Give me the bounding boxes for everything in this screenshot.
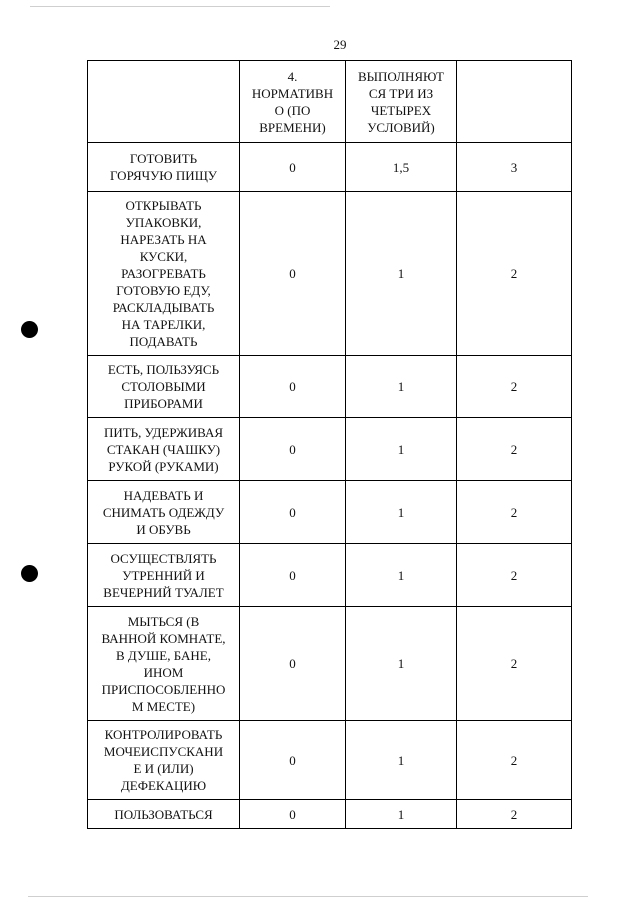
row-value: 1 [346, 356, 457, 418]
bottom-scan-rule [28, 896, 588, 897]
row-label: ОСУЩЕСТВЛЯТЬ УТРЕННИЙ И ВЕЧЕРНИЙ ТУАЛЕТ [88, 544, 240, 607]
punch-hole-bottom [21, 565, 38, 582]
row-value: 0 [240, 721, 346, 800]
assessment-table [87, 60, 572, 829]
table-row [88, 721, 572, 800]
header-cell-conditions: ВЫПОЛНЯЮТ СЯ ТРИ ИЗ ЧЕТЫРЕХ УСЛОВИЙ) [346, 61, 457, 143]
row-value: 0 [240, 607, 346, 721]
row-value: 0 [240, 800, 346, 829]
row-label: ПИТЬ, УДЕРЖИВАЯ СТАКАН (ЧАШКУ) РУКОЙ (РУКАМИ) [88, 418, 240, 481]
page-number: 29 [333, 37, 347, 52]
row-value: 1 [346, 481, 457, 544]
row-value: 1 [346, 721, 457, 800]
row-value: 1,5 [346, 143, 457, 192]
row-value: 0 [240, 356, 346, 418]
row-value: 2 [457, 481, 572, 544]
header-cell-activity [88, 61, 240, 143]
row-value: 2 [457, 192, 572, 356]
table-row [88, 192, 572, 356]
row-label: МЫТЬСЯ (В ВАННОЙ КОМНАТЕ, В ДУШЕ, БАНЕ, ИНОМ ПРИСПОСОБЛЕННО М МЕСТЕ) [88, 607, 240, 721]
table-row [88, 800, 572, 829]
punch-hole-top [21, 321, 38, 338]
row-value: 0 [240, 418, 346, 481]
table-row [88, 418, 572, 481]
table-row [88, 143, 572, 192]
row-label: КОНТРОЛИРОВАТЬ МОЧЕИСПУСКАНИ Е И (ИЛИ) ДЕФЕКАЦИЮ [88, 721, 240, 800]
row-value: 2 [457, 544, 572, 607]
top-scan-rule [30, 6, 330, 7]
row-value: 1 [346, 544, 457, 607]
row-value: 0 [240, 481, 346, 544]
header-cell-normative: 4. НОРМАТИВН О (ПО ВРЕМЕНИ) [240, 61, 346, 143]
table-row [88, 544, 572, 607]
row-value: 1 [346, 800, 457, 829]
table-header-row [88, 61, 572, 143]
row-value: 0 [240, 143, 346, 192]
row-label: ГОТОВИТЬ ГОРЯЧУЮ ПИЩУ [88, 143, 240, 192]
row-value: 0 [240, 544, 346, 607]
row-value: 0 [240, 192, 346, 356]
row-label: ОТКРЫВАТЬ УПАКОВКИ, НАРЕЗАТЬ НА КУСКИ, РАЗОГРЕВАТЬ ГОТОВУЮ ЕДУ, РАСКЛАДЫВАТЬ НА ТАРЕЛКИ, ПОДАВАТЬ [88, 192, 240, 356]
row-value: 2 [457, 356, 572, 418]
row-value: 1 [346, 418, 457, 481]
row-value: 2 [457, 721, 572, 800]
row-value: 2 [457, 418, 572, 481]
table-row [88, 481, 572, 544]
row-value: 1 [346, 607, 457, 721]
row-value: 2 [457, 800, 572, 829]
table-row [88, 607, 572, 721]
row-label: НАДЕВАТЬ И СНИМАТЬ ОДЕЖДУ И ОБУВЬ [88, 481, 240, 544]
table-row [88, 356, 572, 418]
row-value: 2 [457, 607, 572, 721]
row-label: ПОЛЬЗОВАТЬСЯ [88, 800, 240, 829]
row-value: 3 [457, 143, 572, 192]
row-label: ЕСТЬ, ПОЛЬЗУЯСЬ СТОЛОВЫМИ ПРИБОРАМИ [88, 356, 240, 418]
header-cell-score [457, 61, 572, 143]
row-value: 1 [346, 192, 457, 356]
